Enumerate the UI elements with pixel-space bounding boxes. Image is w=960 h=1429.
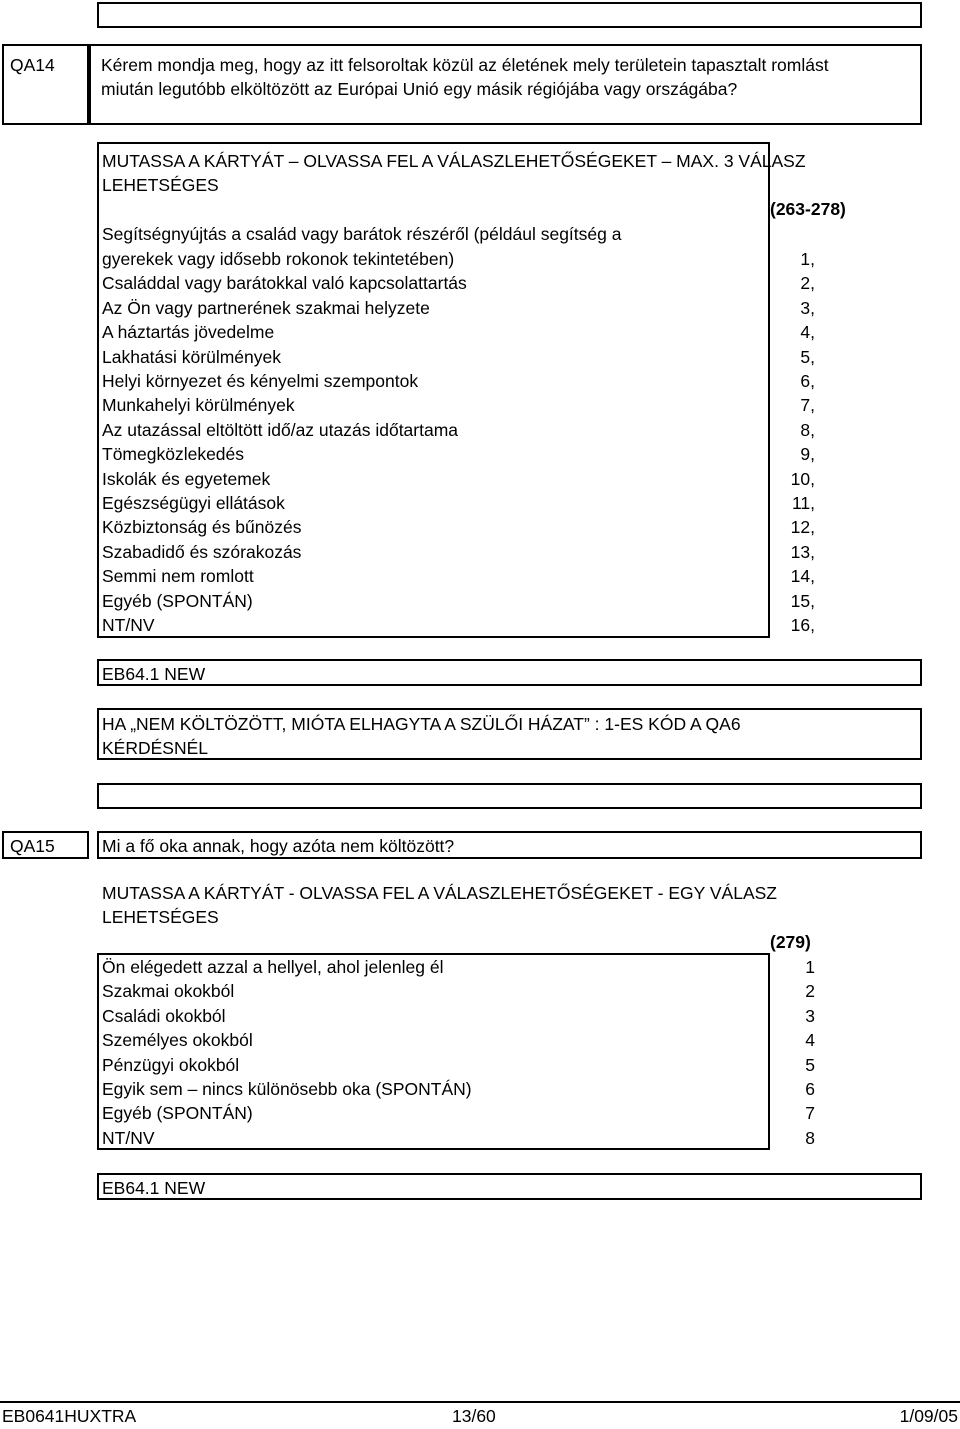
option-code: 8, xyxy=(800,419,815,440)
option-code: 15, xyxy=(790,590,815,611)
option-label: Egyéb (SPONTÁN) xyxy=(102,590,253,611)
option-code: 7 xyxy=(805,1103,815,1124)
option-label: Lakhatási körülmények xyxy=(102,346,281,367)
option-code: 12, xyxy=(790,517,815,538)
option-code: 5 xyxy=(805,1054,815,1075)
qa15-instruction-line1: MUTASSA A KÁRTYÁT - OLVASSA FEL A VÁLASZLEHETŐSÉGEKET - EGY VÁLASZ xyxy=(102,883,777,903)
option-label: Egyéb (SPONTÁN) xyxy=(102,1103,253,1124)
option-code: 3, xyxy=(800,297,815,318)
option-code: 5, xyxy=(800,346,815,367)
option-code: 14, xyxy=(790,566,815,587)
qa14-id-box xyxy=(2,44,89,125)
option-label: Szakmai okokból xyxy=(102,981,235,1002)
option-label: gyerekek vagy idősebb rokonok tekintetében) xyxy=(102,249,455,269)
option-code: 1, xyxy=(800,249,815,269)
footer-rule xyxy=(0,1401,960,1403)
option-label: Az Ön vagy partnerének szakmai helyzete xyxy=(102,297,430,318)
footer-date: 1/09/05 xyxy=(899,1406,958,1426)
qa15-options-box xyxy=(97,953,770,1150)
option-code: 3 xyxy=(805,1005,815,1026)
option-code: 6, xyxy=(800,371,815,391)
option-code: 4, xyxy=(800,322,815,343)
option-label: Ön elégedett azzal a hellyel, ahol jelenleg él xyxy=(102,957,444,977)
option-code: 16, xyxy=(790,615,815,635)
option-code: 4 xyxy=(805,1030,815,1051)
option-label: Az utazással eltöltött idő/az utazás időtartama xyxy=(102,419,459,440)
option-label: Iskolák és egyetemek xyxy=(102,468,271,489)
option-code: 9, xyxy=(800,444,815,465)
qa15-columns: (279) xyxy=(770,932,811,952)
option-label: Tömegközlekedés xyxy=(102,444,245,465)
option-label: Szabadidő és szórakozás xyxy=(102,541,302,562)
option-code: 8 xyxy=(805,1127,815,1148)
filter-line2: KÉRDÉSNÉL xyxy=(102,738,209,758)
qa14-question-line1: Kérem mondja meg, hogy az itt felsoroltak közül az életének mely területein tapasztalt romlást xyxy=(101,55,829,75)
option-label: Egyik sem – nincs különösebb oka (SPONTÁN) xyxy=(102,1079,472,1099)
footer-document-code: EB0641HUXTRA xyxy=(2,1406,137,1426)
top-empty-box xyxy=(97,2,922,28)
qa15-instruction-line2: LEHETSÉGES xyxy=(102,907,219,927)
option-code: 1 xyxy=(805,957,815,977)
option-code: 11, xyxy=(791,493,815,513)
middle-empty-box xyxy=(97,783,922,809)
qa14-columns: (263-278) xyxy=(770,199,846,219)
filter-box xyxy=(97,708,922,760)
qa14-instruction-line1: MUTASSA A KÁRTYÁT – OLVASSA FEL A VÁLASZLEHETŐSÉGEKET – MAX. 3 VÁLASZ xyxy=(102,151,806,171)
qa15-id-box xyxy=(2,831,89,859)
option-label: Semmi nem romlott xyxy=(102,566,254,587)
qa14-question-line2: miután legutóbb elköltözött az Európai Unió egy másik régiójába vagy országába? xyxy=(101,79,738,99)
option-code: 10, xyxy=(790,468,815,489)
option-label: Személyes okokból xyxy=(102,1030,253,1051)
option-label: Közbiztonság és bűnözés xyxy=(102,517,302,538)
option-label: NT/NV xyxy=(102,1127,155,1148)
option-code: 7, xyxy=(800,395,815,416)
option-label: A háztartás jövedelme xyxy=(102,322,275,343)
option-label: Helyi környezet és kényelmi szempontok xyxy=(102,371,419,391)
qa14-source-box xyxy=(97,659,922,686)
qa15-source: EB64.1 NEW xyxy=(102,1178,206,1198)
option-label: Családi okokból xyxy=(102,1005,226,1026)
option-label: Egészségügyi ellátások xyxy=(102,493,285,513)
option-code: 2 xyxy=(805,981,815,1002)
qa14-source: EB64.1 NEW xyxy=(102,664,206,684)
option-code: 2, xyxy=(800,273,815,294)
filter-line1: HA „NEM KÖLTÖZÖTT, MIÓTA ELHAGYTA A SZÜLŐI HÁZAT” : 1-ES KÓD A QA6 xyxy=(102,714,741,734)
qa14-id: QA14 xyxy=(10,55,55,75)
qa15-source-box xyxy=(97,1173,922,1200)
option-code: 6 xyxy=(805,1079,815,1099)
qa14-question-box xyxy=(89,44,922,125)
qa14-instruction-line2: LEHETSÉGES xyxy=(102,175,219,195)
option-code: 13, xyxy=(790,541,815,562)
qa15-question: Mi a fő oka annak, hogy azóta nem költözött? xyxy=(102,836,455,856)
option-label: Családdal vagy barátokkal való kapcsolattartás xyxy=(102,273,467,294)
option-label: Munkahelyi körülmények xyxy=(102,395,295,416)
option-label: Pénzügyi okokból xyxy=(102,1054,240,1075)
qa15-question-box xyxy=(97,831,922,859)
option-label: NT/NV xyxy=(102,615,155,635)
qa14-option-1-line1: Segítségnyújtás a család vagy barátok részéről (például segítség a xyxy=(102,224,622,244)
footer-page-number: 13/60 xyxy=(452,1406,496,1426)
qa15-id: QA15 xyxy=(10,836,55,856)
